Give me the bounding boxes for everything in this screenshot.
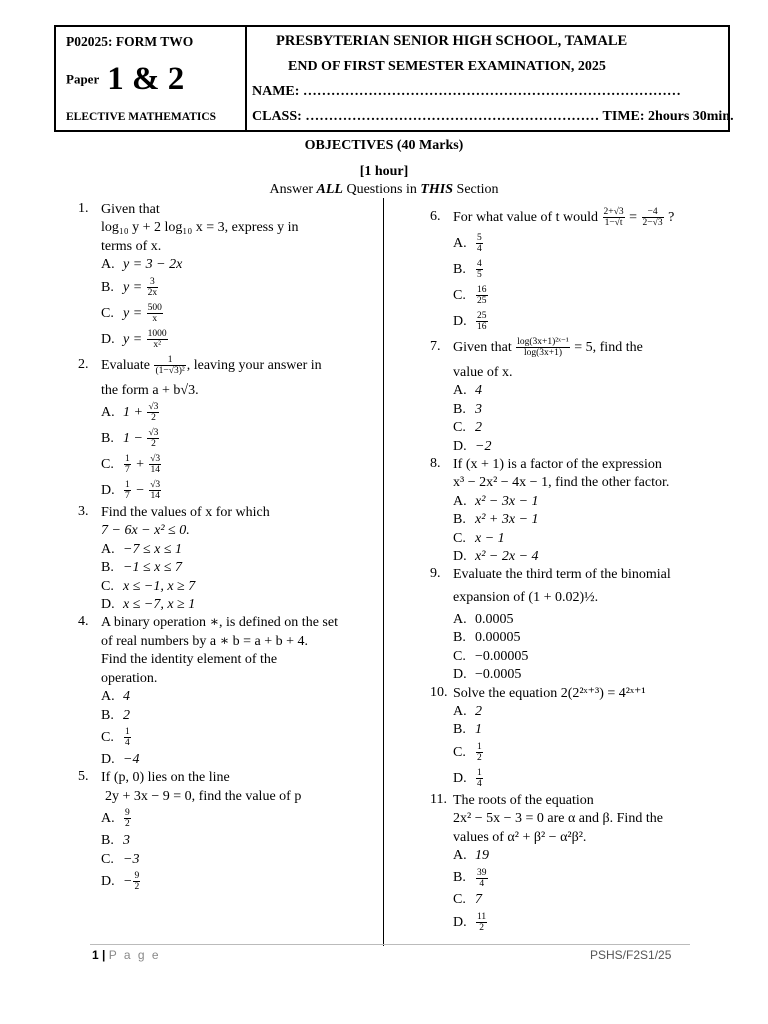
option-letter: C.	[101, 729, 114, 745]
option-c	[101, 725, 374, 751]
paper-number: 1 & 2	[107, 61, 185, 97]
option-value: −	[123, 873, 133, 889]
instr-this: THIS	[420, 182, 454, 197]
numerator: √3	[148, 402, 159, 413]
numerator: 500	[147, 302, 162, 313]
option-value: 2	[475, 703, 482, 719]
option-letter: D.	[101, 751, 115, 767]
question-number: 4.	[78, 614, 89, 630]
option-value: 0.0005	[475, 611, 514, 627]
numerator: 2+√3	[603, 207, 624, 218]
option-a	[453, 382, 726, 400]
instr-mid: Questions in	[342, 182, 421, 197]
question-9	[430, 566, 726, 684]
denominator: 4	[479, 878, 485, 889]
denominator: 7	[125, 491, 130, 502]
question-number: 1.	[78, 201, 89, 216]
text-part: Evaluate	[101, 357, 154, 373]
option-d	[101, 751, 374, 769]
fraction	[154, 355, 185, 376]
option-letter: B.	[453, 512, 466, 528]
fraction	[476, 912, 487, 933]
footer-rule	[90, 944, 690, 945]
option-letter: D.	[453, 314, 467, 329]
question-text: of real numbers by a ∗ b = a + b + 4.	[101, 633, 308, 649]
denominator: 2	[479, 923, 484, 934]
numerator: 1	[125, 727, 130, 738]
question-text	[101, 353, 374, 379]
section-title: OBJECTIVES (40 Marks)	[304, 138, 464, 153]
numerator: 9	[125, 808, 130, 819]
numerator: 25	[477, 311, 487, 322]
option-a	[453, 493, 726, 511]
option-value: 1	[475, 722, 482, 738]
option-value: −3	[123, 851, 140, 867]
denominator: 2	[134, 882, 140, 893]
denominator: log(3x+1)	[523, 348, 563, 359]
option-value: −0.0005	[475, 667, 522, 683]
numerator: 39	[477, 867, 487, 878]
option-b	[453, 401, 726, 419]
fraction	[476, 233, 483, 254]
option-letter: B.	[453, 262, 466, 277]
option-letter: C.	[101, 578, 114, 594]
option-letter: C.	[453, 530, 466, 546]
numerator: 1	[477, 742, 482, 752]
option-b	[453, 257, 726, 283]
text-part: =	[625, 210, 641, 225]
question-text: If (x + 1) is a factor of the expression	[453, 457, 662, 473]
question-4	[78, 614, 374, 769]
option-b	[101, 707, 374, 725]
numerator: 11	[477, 912, 487, 923]
option-letter: A.	[453, 703, 467, 719]
school-name: PRESBYTERIAN SENIOR HIGH SCHOOL, TAMALE	[276, 33, 628, 49]
option-a	[101, 400, 374, 426]
denominator: x	[152, 313, 158, 324]
fraction	[133, 871, 140, 892]
question-5	[78, 769, 374, 895]
page-number: 1	[92, 948, 99, 962]
option-d	[101, 478, 374, 504]
option-value: x² − 2x − 4	[475, 549, 539, 565]
question-number: 9.	[430, 566, 441, 582]
question-text	[453, 335, 726, 361]
option-value: 2	[475, 420, 482, 436]
question-number: 5.	[78, 769, 89, 785]
numerator: √3	[148, 428, 159, 439]
paper-word: Paper	[66, 71, 100, 87]
question-text	[453, 205, 726, 231]
option-letter: C.	[453, 892, 466, 908]
fraction	[147, 329, 168, 350]
fraction	[476, 285, 488, 306]
question-text: The roots of the equation	[453, 792, 594, 808]
option-d	[101, 869, 374, 895]
option-b	[453, 721, 726, 739]
option-b	[101, 275, 374, 301]
option-letter: C.	[101, 851, 114, 867]
numerator: 1000	[147, 328, 167, 339]
option-value: x² + 3x − 1	[475, 512, 539, 528]
option-letter: A.	[453, 611, 467, 627]
option-letter: A.	[101, 689, 115, 705]
option-letter: B.	[101, 431, 114, 447]
page-word: P a g e	[108, 948, 161, 962]
fraction	[476, 868, 488, 889]
instr-pre: Answer	[269, 182, 317, 197]
question-number: 11.	[430, 791, 447, 807]
fraction	[124, 808, 131, 829]
question-3	[78, 504, 374, 614]
fraction	[147, 303, 163, 324]
question-number: 7.	[430, 339, 441, 354]
option-value: −0.00005	[475, 648, 529, 664]
document-reference: PSHS/F2S1/25	[590, 948, 672, 962]
option-value: −4	[123, 751, 140, 767]
option-a	[101, 541, 374, 559]
option-value: 19	[475, 847, 489, 863]
text-part: Given that	[453, 340, 516, 355]
question-8	[430, 456, 726, 566]
question-text: x³ − 2x² − 4x − 1, find the other factor.	[453, 475, 670, 491]
option-c	[101, 578, 374, 596]
question-number: 2.	[78, 356, 89, 372]
question-text: Solve the equation 2(2²ˣ⁺³) = 4²ˣ⁺¹	[453, 685, 646, 701]
option-letter: A.	[453, 847, 467, 863]
option-value: −7 ≤ x ≤ 1	[123, 541, 183, 557]
option-value: x ≤ −7, x ≥ 1	[123, 597, 196, 613]
option-letter: D.	[453, 770, 467, 786]
option-c	[453, 891, 726, 909]
option-d	[453, 766, 726, 792]
option-d	[453, 548, 726, 566]
option-a	[101, 806, 374, 832]
option-letter: C.	[101, 305, 114, 321]
section-duration: [1 hour]	[359, 164, 409, 179]
option-letter: D.	[101, 597, 115, 613]
numerator: 4	[477, 259, 482, 270]
fraction	[603, 207, 625, 228]
option-letter: B.	[453, 630, 466, 646]
option-letter: C.	[101, 457, 114, 473]
option-letter: B.	[453, 870, 466, 886]
text-part: , leaving your answer in	[186, 357, 322, 373]
numerator: 1	[125, 454, 130, 465]
exam-header-box	[54, 25, 734, 132]
numerator: 1	[125, 480, 130, 491]
option-letter: B.	[101, 279, 114, 295]
fraction	[476, 259, 483, 280]
option-letter: C.	[453, 744, 466, 760]
option-b	[101, 832, 374, 850]
option-value: 0.00005	[475, 630, 521, 646]
option-d	[101, 596, 374, 614]
option-letter: A.	[101, 541, 115, 557]
numerator: −4	[642, 207, 664, 218]
option-c	[453, 283, 726, 309]
question-text: Find the values of x for which	[101, 505, 270, 521]
option-value: y =	[123, 331, 146, 347]
denominator: 7	[125, 465, 130, 476]
option-b	[453, 865, 726, 891]
denominator: 1−√t	[604, 218, 623, 229]
fraction	[642, 207, 664, 228]
option-letter: B.	[453, 722, 466, 738]
question-text: Given that	[101, 202, 160, 217]
option-value: 1 −	[123, 431, 147, 447]
numerator: 3	[147, 277, 159, 288]
right-column	[430, 205, 726, 936]
exam-title: END OF FIRST SEMESTER EXAMINATION, 2025	[288, 59, 606, 74]
question-text: Evaluate the third term of the binomial	[453, 567, 671, 583]
denominator: 2	[151, 439, 156, 450]
option-letter: D.	[453, 438, 467, 454]
fraction	[147, 402, 159, 423]
option-letter: C.	[453, 420, 466, 436]
numerator: √3	[150, 480, 161, 491]
question-number: 10.	[430, 684, 448, 700]
fraction	[149, 454, 161, 475]
question-text: value of x.	[453, 365, 513, 380]
option-b	[453, 629, 726, 647]
option-letter: C.	[453, 648, 466, 664]
fraction	[124, 727, 131, 748]
option-d	[453, 666, 726, 684]
header-left-panel	[56, 27, 247, 130]
question-text: values of α² + β² − α²β².	[453, 829, 587, 845]
option-letter: B.	[101, 707, 114, 723]
question-6	[430, 205, 726, 335]
numerator: 16	[477, 285, 487, 296]
option-c	[101, 301, 374, 327]
option-a	[453, 703, 726, 721]
question-number: 8.	[430, 456, 441, 472]
option-b	[453, 511, 726, 529]
option-letter: B.	[453, 401, 466, 417]
numerator: log(3x+1)²ˣ⁻¹	[517, 337, 569, 348]
text-part: ?	[664, 210, 675, 225]
option-d	[101, 327, 374, 353]
denominator: (1−√3)²	[155, 365, 185, 376]
question-text: 2x² − 5x − 3 = 0 are α and β. Find the	[453, 811, 663, 827]
option-a	[101, 256, 374, 274]
option-b	[101, 559, 374, 577]
question-text: 2y + 3x − 9 = 0, find the value of p	[105, 788, 302, 804]
denominator: 2	[125, 819, 130, 830]
page-footer	[92, 948, 161, 962]
option-a	[453, 611, 726, 629]
exam-code: P02025: FORM TWO	[66, 34, 194, 49]
question-7	[430, 335, 726, 456]
option-c	[453, 419, 726, 437]
option-value: x ≤ −1, x ≥ 7	[123, 578, 196, 594]
text-part: = 5, find the	[570, 340, 643, 355]
question-11	[430, 792, 726, 936]
option-c	[453, 740, 726, 766]
denominator: 14	[150, 465, 160, 476]
option-value: 1 +	[123, 405, 147, 421]
denominator: 25	[477, 296, 487, 307]
option-letter: A.	[101, 811, 115, 827]
option-c	[101, 452, 374, 478]
denominator: 2−√3	[642, 218, 663, 229]
option-d	[453, 910, 726, 936]
name-field: NAME: ………………………………………………………………………	[252, 84, 681, 99]
numerator: 1	[154, 355, 185, 366]
fraction	[149, 480, 161, 501]
option-b	[101, 426, 374, 452]
option-a	[453, 847, 726, 865]
option-value: +	[131, 457, 149, 473]
option-value: 7	[475, 892, 482, 908]
denominator: 2	[477, 753, 482, 763]
fraction	[516, 337, 570, 358]
option-c	[101, 851, 374, 869]
fraction	[147, 428, 159, 449]
option-value: x − 1	[475, 530, 505, 546]
denominator: x²	[153, 339, 161, 350]
fraction	[476, 311, 488, 332]
class-time-field: CLASS: ……………………………………………………… TIME: 2hours 30min.	[252, 109, 734, 124]
option-d	[453, 309, 726, 335]
option-value: y =	[123, 279, 146, 295]
question-text: operation.	[101, 670, 158, 686]
left-column	[78, 201, 374, 895]
denominator: 16	[477, 322, 487, 333]
option-value: y =	[123, 305, 146, 321]
numerator: 5	[477, 233, 482, 244]
option-value: −	[131, 483, 149, 499]
option-a	[453, 231, 726, 257]
option-value: 3	[123, 833, 130, 849]
subject-name: ELECTIVE MATHEMATICS	[66, 111, 217, 123]
denominator: 14	[150, 491, 160, 502]
fraction	[476, 742, 483, 763]
option-c	[453, 648, 726, 666]
paper-label	[66, 61, 184, 98]
column-divider	[383, 198, 384, 946]
denominator: 5	[477, 270, 482, 281]
option-letter: B.	[101, 833, 114, 849]
option-letter: D.	[453, 549, 467, 565]
question-10	[430, 685, 726, 792]
question-number: 3.	[78, 504, 89, 520]
denominator: 2x	[147, 287, 158, 298]
option-value: 4	[123, 689, 130, 705]
denominator: 4	[477, 244, 482, 255]
option-value: x² − 3x − 1	[475, 493, 539, 509]
question-text: 7 − 6x − x² ≤ 0.	[101, 523, 190, 539]
option-letter: A.	[101, 405, 115, 421]
question-text: A binary operation ∗, is defined on the set	[101, 615, 338, 631]
option-d	[453, 438, 726, 456]
numerator: √3	[150, 454, 161, 465]
denominator: 2	[151, 413, 156, 424]
option-letter: D.	[101, 483, 115, 499]
question-number: 6.	[430, 209, 441, 224]
question-text: If (p, 0) lies on the line	[101, 770, 230, 786]
question-1	[78, 201, 374, 353]
fraction	[147, 277, 159, 298]
denominator: 4	[125, 738, 130, 749]
instr-post: Section	[453, 182, 499, 197]
option-value: 3	[475, 401, 482, 417]
page-separator: |	[98, 948, 109, 962]
question-text: terms of x.	[101, 238, 162, 254]
fraction	[124, 454, 131, 475]
question-text: log₁₀ y + 2 log₁₀ x = 3, express y in	[101, 220, 299, 236]
option-value: −1 ≤ x ≤ 7	[123, 560, 183, 576]
option-letter: A.	[101, 257, 115, 273]
section-instruction	[0, 182, 768, 198]
option-letter: A.	[453, 236, 467, 251]
option-letter: D.	[101, 331, 115, 347]
option-c	[453, 530, 726, 548]
denominator: 4	[477, 779, 482, 789]
question-text: the form a + b√3.	[101, 382, 199, 398]
option-letter: D.	[101, 873, 115, 889]
question-text: expansion of (1 + 0.02)½.	[453, 589, 599, 605]
option-value: 4	[475, 383, 482, 399]
numerator: 9	[134, 871, 140, 882]
fraction	[124, 480, 131, 501]
fraction	[476, 768, 483, 789]
option-letter: D.	[453, 667, 467, 683]
numerator: 1	[477, 768, 482, 778]
option-a	[101, 688, 374, 706]
option-letter: A.	[453, 383, 467, 399]
question-2	[78, 353, 374, 504]
option-letter: B.	[101, 560, 114, 576]
header-right-panel	[248, 27, 734, 130]
option-value: 2	[123, 707, 130, 723]
question-text: Find the identity element of the	[101, 652, 278, 668]
option-letter: A.	[453, 493, 467, 509]
text-part: For what value of t would	[453, 210, 602, 225]
instr-all: ALL	[316, 182, 343, 197]
option-letter: D.	[453, 914, 467, 930]
option-letter: C.	[453, 288, 466, 303]
option-value: −2	[475, 438, 492, 454]
option-value: y = 3 − 2x	[123, 257, 183, 273]
